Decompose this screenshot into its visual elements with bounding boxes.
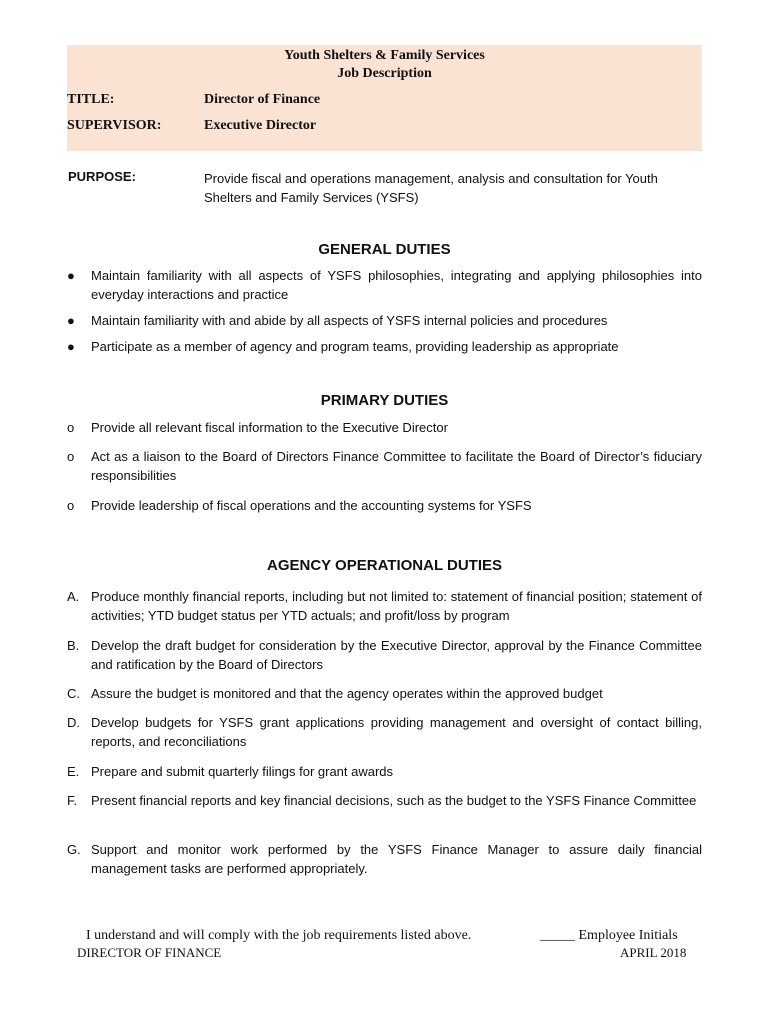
general-duty-text: Maintain familiarity with and abide by all aspects of YSFS internal policies and procedures [91,313,608,328]
agency-duty-text: Support and monitor work performed by the YSFS Finance Manager to assure daily financial management tasks are performed appropriately. [91,842,702,876]
supervisor-label: SUPERVISOR: [67,118,162,133]
letter-marker: A. [67,589,80,604]
letter-marker: E. [67,764,80,779]
purpose-label: PURPOSE: [68,169,136,184]
agency-duty-text: Prepare and submit quarterly filings for grant awards [91,764,394,779]
document-type: Job Description [337,66,432,81]
title-value: Director of Finance [204,92,321,107]
agency-duties-heading: AGENCY OPERATIONAL DUTIES [266,557,503,574]
agency-duty-text: Produce monthly financial reports, including but not limited to: statement of financial position; statement of activities; YTD budget status per YTD actuals; and profit/loss by program [91,589,702,623]
primary-duties-heading: PRIMARY DUTIES [320,392,449,409]
general-duties-heading: GENERAL DUTIES [318,241,451,258]
bullet-marker: ● [67,339,75,354]
general-duty-text: Maintain familiarity with all aspects of YSFS philosophies, integrating and applying philosophies into everyday interactions and practice [91,268,702,302]
circle-marker: o [67,449,75,464]
primary-duty-item [67,447,702,485]
primary-duty-text: Provide all relevant fiscal information to the Executive Director [91,420,448,435]
agency-duty-text: Develop budgets for YSFS grant applications providing management and oversight of contact billing, reports, and reconciliations [91,715,702,749]
letter-marker: C. [67,686,80,701]
agency-duty-item [67,587,702,625]
general-duty-item [67,266,702,304]
agency-duty-item [67,636,702,674]
circle-marker: o [67,420,75,435]
letter-marker: F. [67,793,78,808]
agency-duty-item [67,791,702,810]
purpose-text: Provide fiscal and operations management, analysis and consultation for Youth Shelters and Family Services (YSFS) [204,171,658,205]
letter-marker: D. [67,715,80,730]
agency-duty-item [67,762,702,781]
circle-marker: o [67,498,75,513]
header-box [67,45,702,151]
footer-position: DIRECTOR OF FINANCE [77,945,222,960]
agency-duty-item [67,684,702,703]
organization-name: Youth Shelters & Family Services [284,48,485,63]
general-duty-item [67,311,702,330]
letter-marker: G. [67,842,81,857]
letter-marker: B. [67,638,80,653]
agency-duty-text: Develop the draft budget for consideration by the Executive Director, approval by the Finance Committee and ratification by the Board of Directors [91,638,702,672]
primary-duty-text: Provide leadership of fiscal operations and the accounting systems for YSFS [91,498,532,513]
title-label: TITLE: [67,92,115,107]
bullet-marker: ● [67,268,75,283]
bullet-marker: ● [67,313,75,328]
primary-duty-text: Act as a liaison to the Board of Directors Finance Committee to facilitate the Board of Director’s fiduciary responsibilities [91,449,702,483]
general-duty-item [67,337,702,356]
primary-duty-item [67,418,702,437]
employee-initials-field: _____ Employee Initials [540,928,678,943]
footer-date: APRIL 2018 [620,945,687,960]
primary-duty-item [67,496,702,515]
agency-duty-text: Assure the budget is monitored and that the agency operates within the approved budget [91,686,603,701]
agency-duty-text: Present financial reports and key financial decisions, such as the budget to the YSFS Finance Committee [91,793,697,808]
acknowledgement-statement: I understand and will comply with the job requirements listed above. [86,928,472,943]
agency-duty-item [67,840,702,878]
agency-duty-item [67,713,702,751]
supervisor-value: Executive Director [204,118,317,133]
general-duty-text: Participate as a member of agency and program teams, providing leadership as appropriate [91,339,619,354]
